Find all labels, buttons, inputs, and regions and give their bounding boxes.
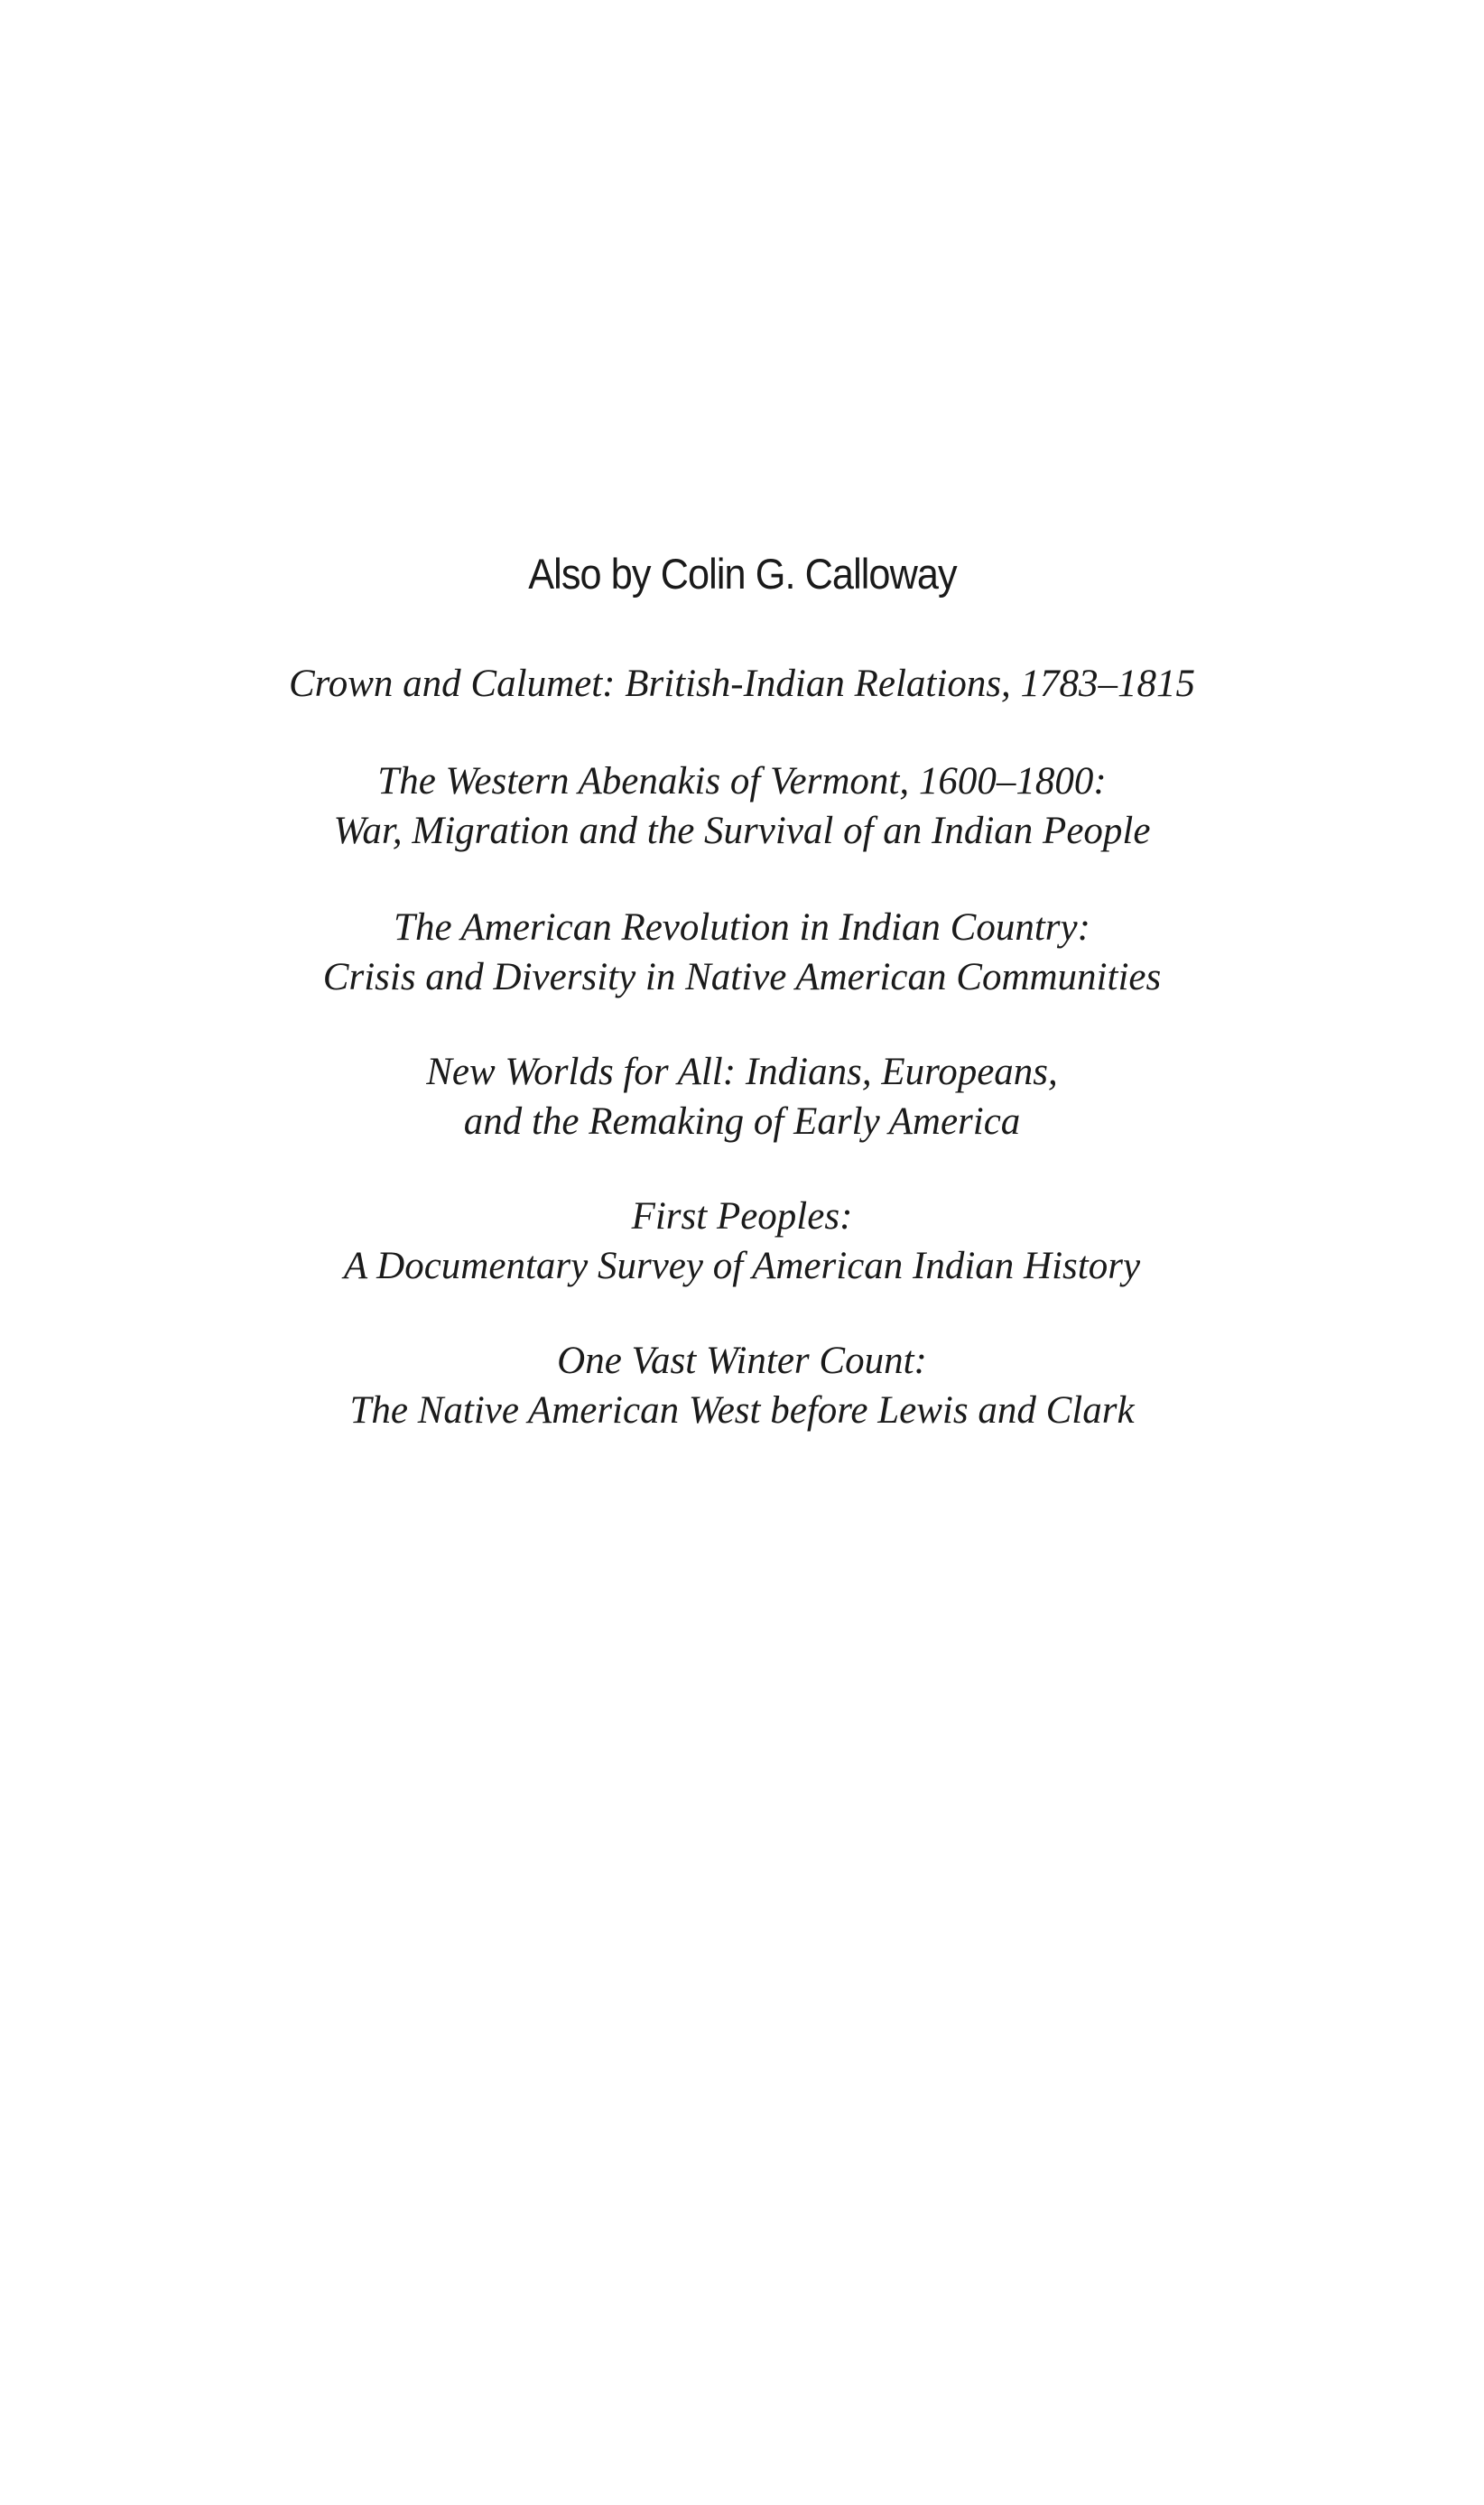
book-subtitle-line: The Native American West before Lewis and Clark — [349, 1389, 1135, 1432]
book-title-crown-and-calumet — [0, 659, 1484, 709]
book-title-line: New Worlds for All: Indians, Europeans, — [426, 1051, 1058, 1093]
book-title-line: The Western Abenakis of Vermont, 1600–1800: — [377, 760, 1107, 803]
book-title-western-abenakis — [0, 756, 1484, 856]
book-title-line: One Vast Winter Count: — [557, 1340, 927, 1382]
page-heading: Also by Colin G. Calloway — [528, 550, 957, 598]
book-subtitle-line: Crisis and Diversity in Native American Communities — [322, 956, 1162, 998]
book-title-line: The American Revolution in Indian Country: — [394, 906, 1090, 949]
book-title-line: First Peoples: — [631, 1195, 853, 1238]
book-title-first-peoples — [0, 1192, 1484, 1291]
book-title-american-revolution — [0, 903, 1484, 1002]
book-title-one-vast-winter-count — [0, 1336, 1484, 1435]
book-subtitle-line: and the Remaking of Early America — [463, 1100, 1021, 1143]
book-subtitle-line: A Documentary Survey of American Indian History — [343, 1245, 1141, 1287]
book-title-line: Crown and Calumet: British-Indian Relations, 1783–1815 — [288, 663, 1196, 705]
book-title-new-worlds-for-all — [0, 1047, 1484, 1146]
book-subtitle-line: War, Migration and the Survival of an Indian People — [333, 810, 1151, 852]
